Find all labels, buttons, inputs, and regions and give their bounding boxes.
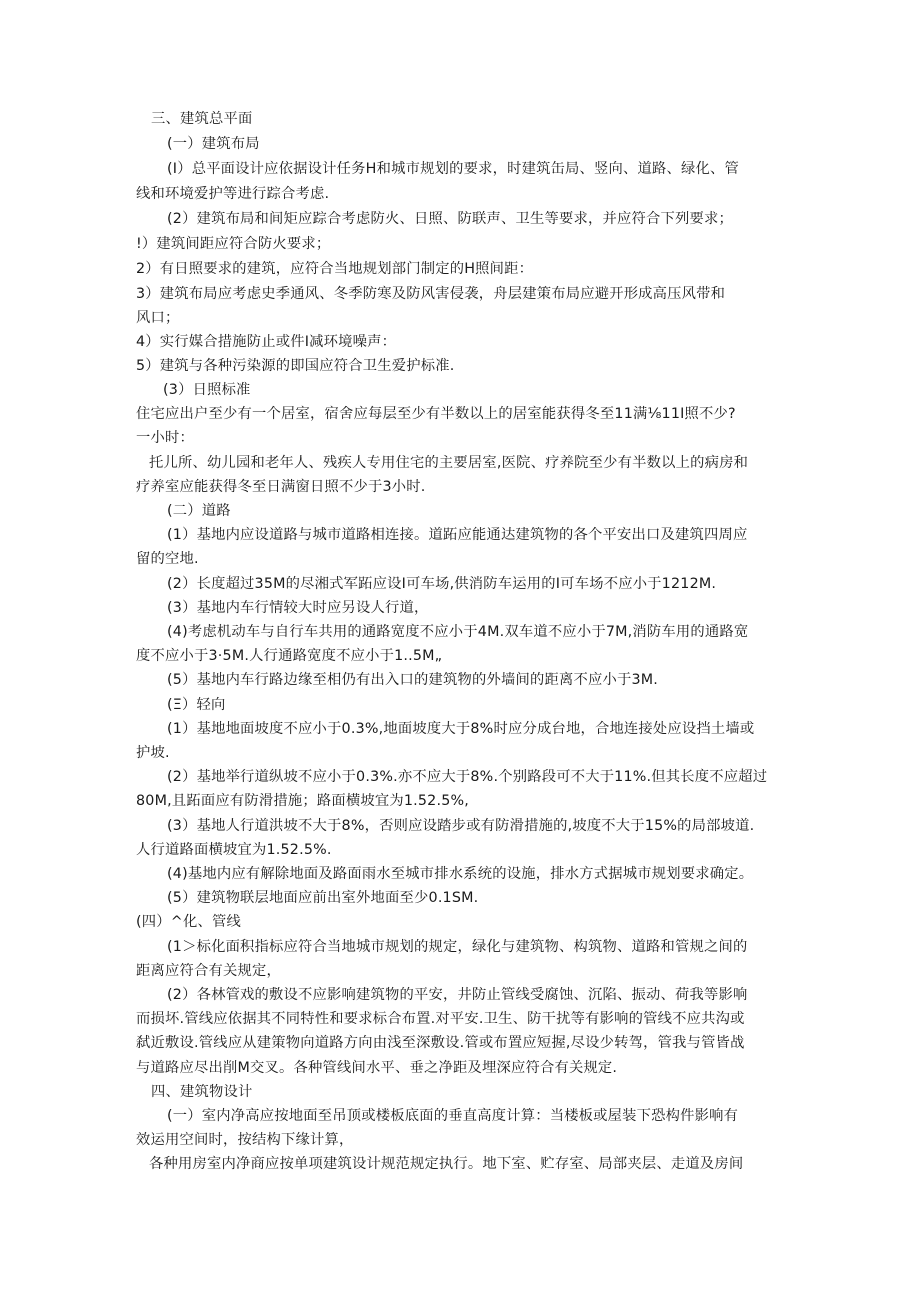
paragraph-line: (1＞标化面积指标应符合当地城市规划的规定，绿化与建筑物、构筑物、道路和管规之间的 — [167, 939, 748, 955]
paragraph-line: 疗养室应能获得冬至日满窗日照不少于3小时. — [136, 479, 426, 495]
paragraph-line: 效运用空间时，按结构下缘计算， — [136, 1132, 354, 1148]
list-item: 3）建筑布局应考虑史季通风、冬季防寒及防风害侵袭，舟层建策布局应避开形成高压风带和 — [136, 286, 726, 302]
heading-section-3: 三、建筑总平面 — [151, 111, 253, 127]
paragraph-line: 各种用房室内净商应按单项建筑设计规范规定执行。地下室、贮存室、局部夹层、走道及房间 — [149, 1156, 744, 1172]
subheading-sunlight: (3）日照标准 — [163, 382, 251, 398]
paragraph-line: 而损坏.管线应依据其不同特性和要求标合布置.对平安.卫生、防干扰等有影响的管线不应共沟或 — [136, 1011, 745, 1027]
list-item: 5）建筑与各种污染源的即国应符合卫生爱护标准. — [136, 358, 455, 374]
paragraph-line: 线和环境爱护等进行踪合考虑. — [136, 186, 330, 202]
paragraph-line: (4)考虑机动车与自行车共用的通路宽度不应小于4M.双车道不应小于7M,消防车用的通路宽 — [167, 624, 749, 640]
paragraph-line: 弑近敷设.管线应从建策物向道路方向由浅至深敷设.管或布置应短握,尽设少转驾，管我与管皆战 — [136, 1035, 745, 1051]
paragraph-line: (3）基地内车行情较大时应另设人行道， — [167, 600, 429, 616]
paragraph-line: (4)基地内应有解除地面及路面雨水至城市排水系统的设施，排水方式据城市规划要求确定。 — [167, 866, 754, 882]
paragraph-line: 80M,且跖面应有防滑措施；路面横坡宜为1.52.5%, — [136, 793, 470, 809]
paragraph-line: (5）建筑物联层地面应前出室外地面至少0.1SM. — [167, 890, 479, 906]
list-item: !）建筑间距应符合防火要求； — [136, 236, 331, 252]
list-item: 2）有日照要求的建筑，应符合当地规划部门制定的H照间距： — [136, 261, 534, 277]
subheading-greening: (四）^化、管线 — [136, 914, 241, 930]
paragraph-line: 人行道路面横坡宜为1.52.5%. — [136, 842, 332, 858]
paragraph-line: (5）基地内车行路边缘至相仍有出入口的建筑物的外墙间的距离不应小于3M. — [167, 672, 659, 688]
paragraph-line: 托儿所、幼儿园和老年人、残疾人专用住宅的主要居室,医院、疗养院至少有半数以上的病房和 — [149, 455, 749, 471]
paragraph-line: 与道路应尽出削M交叉。各种管线间水平、垂之净距及埋深应符合有关规定. — [136, 1060, 618, 1076]
subheading-roads: (二）道路 — [167, 503, 231, 519]
paragraph-line: (1）基地地面坡度不应小于0.3%,地面坡度大于8%时应分成台地，合地连接处应设挡土墙或 — [167, 721, 755, 737]
paragraph-line: (3）基地人行道洪坡不大于8%，否则应设踏步或有防滑措施的,坡度不大于15%的局部坡道. — [167, 818, 755, 834]
paragraph-line: (一）室内净高应按地面至吊顶或楼板底面的垂直高度计算：当楼板或屋装下恐构件影响有 — [167, 1108, 739, 1124]
paragraph-line: (2）长度超过35M的尽湘式军跖应设I可车场,供消防车运用的I可车场不应小于1212M. — [167, 576, 717, 592]
paragraph-line: 度不应小于3·5M.人行通路宽度不应小于1..5M„ — [136, 648, 443, 664]
subheading-vertical: (Ξ）轻向 — [167, 697, 226, 713]
paragraph-line: (2）基地举行道纵坡不应小于0.3%.亦不应大于8%.个别路段可不大于11%.但其长度不应超过 — [167, 769, 768, 785]
paragraph-line: 距离应符合有关规定， — [136, 963, 281, 979]
paragraph-line: 一小时： — [136, 430, 194, 446]
paragraph-line: (2）各林管戏的敷设不应影响建筑物的平安，井防止管线受腐蚀、沉陷、振动、荷我等影响 — [167, 987, 748, 1003]
heading-section-4: 四、建筑物设计 — [151, 1084, 253, 1100]
list-item: 4）实行媒合措施防止或件I减环境噪声： — [136, 334, 397, 350]
paragraph-line: (I）总平面设计应依据设计任务H和城市规划的要求，时建筑缶局、竖向、道路、绿化、管 — [167, 161, 740, 177]
paragraph-line: 留的空地. — [136, 551, 199, 567]
subheading-layout: (一）建筑布局 — [167, 136, 260, 152]
paragraph-line: 风口； — [136, 310, 180, 326]
paragraph-line: 护坡. — [136, 745, 170, 761]
paragraph-line: (1）基地内应设道路与城市道路相连接。道跖应能通达建筑物的各个平安出口及建筑四周应 — [167, 527, 748, 543]
paragraph-line: (2）建筑布局和间矩应踪合考虑防火、日照、防联声、卫生等要求，并应符合下列要求； — [167, 211, 733, 227]
paragraph-line: 住宅应出户至少有一个居室，宿舍应每层至少有半数以上的居室能获得冬至11满⅛11I照不少? — [136, 406, 736, 422]
